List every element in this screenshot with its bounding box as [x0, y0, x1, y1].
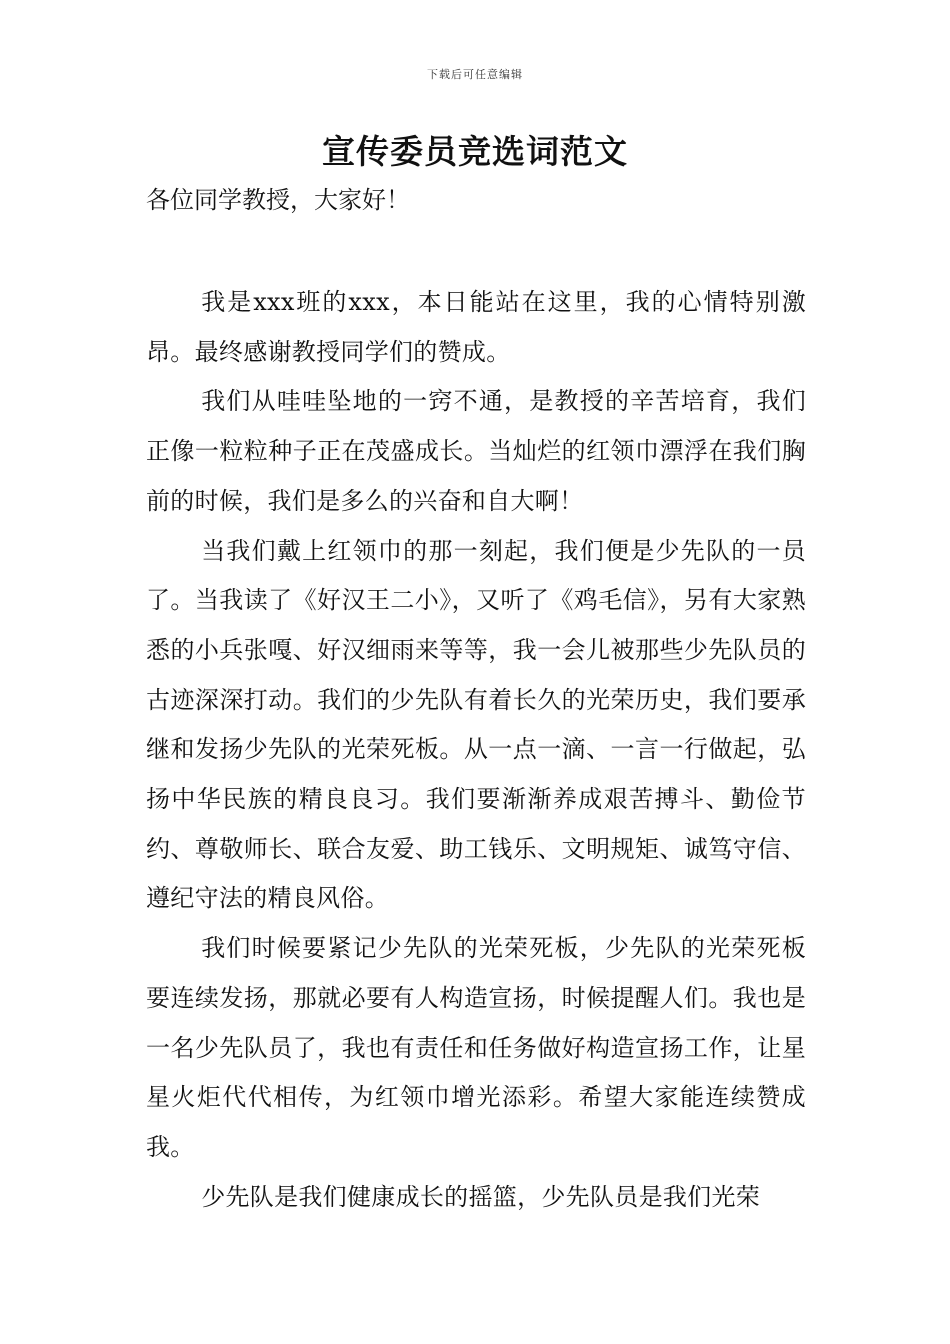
- document-title: 宣传委员竞选词范文: [322, 132, 628, 171]
- paragraph-3: 当我们戴上红领巾的那一刻起，我们便是少先队的一员了。当我读了《好汉王二小》，又听了《鸡毛信》，另有大家熟悉的小兵张嘎、好汉细雨来等等，我一会儿被那些少先队员的古迹深深打动。我们的少先队有着长久的光荣历史，我们要承继和发扬少先队的光荣死板。从一点一滴、一言一行做起，弘扬中华民族的精良良习。我们要渐渐养成艰苦搏斗、勤俭节约、尊敬师长、联合友爱、助工钱乐、文明规矩、诚笃守信、遵纪守法的精良风俗。: [146, 536, 806, 913]
- document-body: [146, 278, 806, 1222]
- greeting: 各位同学教授，大家好！: [146, 186, 410, 214]
- paragraph-5: 少先队是我们健康成长的摇篮，少先队员是我们光荣: [201, 1182, 761, 1211]
- header-note: 下载后可任意编辑: [427, 68, 523, 81]
- paragraph-2: 我们从哇哇坠地的一窍不通，是教授的辛苦培育，我们正像一粒粒种子正在茂盛成长。当灿烂的红领巾漂浮在我们胸前的时候，我们是多么的兴奋和自大啊！: [146, 387, 806, 515]
- paragraph-1: 我是xxx班的xxx，本日能站在这里，我的心情特别激昂。最终感谢教授同学们的赞成。: [146, 288, 806, 366]
- paragraph-4: 我们时候要紧记少先队的光荣死板，少先队的光荣死板要连续发扬，那就必要有人构造宣扬，时候提醒人们。我也是一名少先队员了，我也有责任和任务做好构造宣扬工作，让星星火炬代代相传，为红领巾增光添彩。希望大家能连续赞成我。: [146, 934, 806, 1161]
